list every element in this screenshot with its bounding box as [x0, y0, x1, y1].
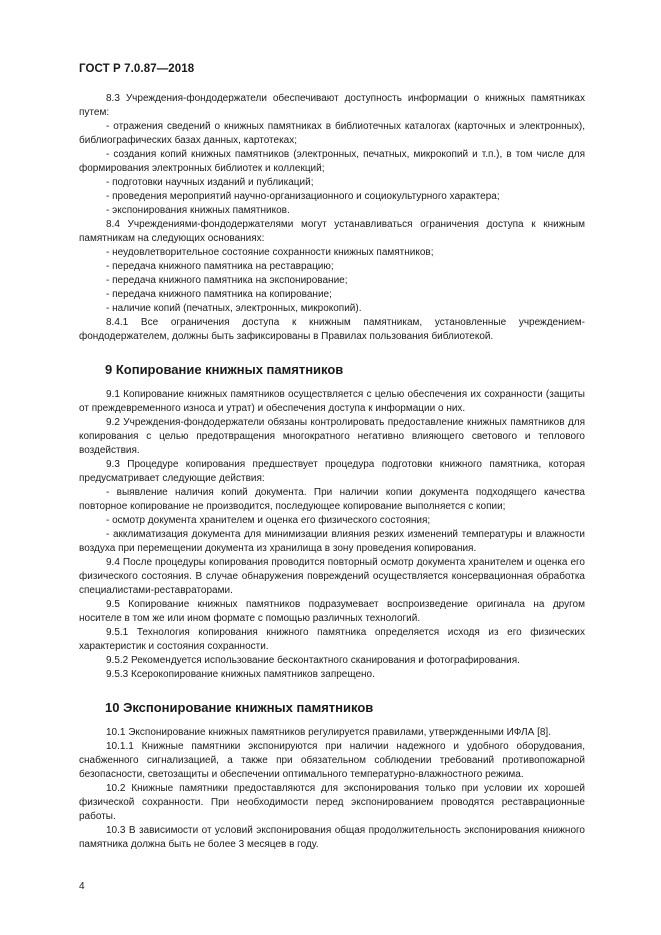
paragraph: 9.5.3 Ксерокопирование книжных памятников запрещено.: [106, 669, 375, 680]
paragraph: - неудовлетворительное состояние сохранности книжных памятников;: [106, 247, 434, 258]
paragraph: 10.1.1 Книжные памятники экспонируются при наличии надежного и удобного оборудования, снабженного сигнализацией, а также при обязательном соблюдении требований противопожарной безопасности, светозащиты и обеспечении оптимального температурно-влажностного режима.: [79, 741, 585, 780]
paragraph: - подготовки научных изданий и публикаций;: [106, 177, 314, 188]
paragraph: 10.3 В зависимости от условий экспонирования общая продолжительность экспонирования книжного памятника должна быть не более 3 месяцев в году.: [79, 825, 585, 850]
paragraph: 9.5 Копирование книжных памятников подразумевает воспроизведение оригинала на другом носителе в том же или ином формате с помощью различных технологий.: [79, 599, 585, 624]
paragraph: 8.4.1 Все ограничения доступа к книжным памятникам, установленные учреждением-фондодержателем, должны быть зафиксированы в Правилах пользования библиотекой.: [79, 317, 585, 342]
paragraph: - передача книжного памятника на экспонирование;: [106, 275, 348, 286]
document-body: [79, 92, 585, 852]
paragraph: 9.4 После процедуры копирования проводится повторный осмотр документа хранителем и оценка его физического состояния. В случае обнаружения повреждений осуществляется консервационная обработка специалистами-реставраторами.: [79, 557, 585, 596]
paragraph: - передача книжного памятника на реставрацию;: [106, 261, 334, 272]
document-header: ГОСТ Р 7.0.87—2018: [79, 63, 195, 75]
paragraph: 10.2 Книжные памятники предоставляются для экспонирования только при условии их хорошей физической сохранности. При необходимости перед экспонированием проводятся реставрационные работы.: [79, 783, 585, 822]
paragraph: - осмотр документа хранителем и оценка его физического состояния;: [106, 515, 431, 526]
paragraph: - выявление наличия копий документа. При наличии копии документа подходящего качества повторное копирование не производится, последующее копирование выполняется с копии;: [79, 487, 585, 512]
page-number: 4: [79, 881, 85, 892]
paragraph: 8.4 Учреждениями-фондодержателями могут устанавливаться ограничения доступа к книжным памятникам на следующих основаниях:: [79, 219, 585, 244]
section-heading: 9 Копирование книжных памятников: [105, 362, 344, 377]
paragraph: - передача книжного памятника на копирование;: [106, 289, 332, 300]
paragraph: - отражения сведений о книжных памятниках в библиотечных каталогах (карточных и электронных), библиографических базах данных, картотеках;: [79, 121, 585, 146]
paragraph: 9.5.1 Технология копирования книжного памятника определяется исходя из его физических характеристик и состояния сохранности.: [79, 627, 585, 652]
paragraph: 9.2 Учреждения-фондодержатели обязаны контролировать предоставление книжных памятников для копирования с целью предотвращения многократного негативно влияющего светового и теплового воздействия.: [79, 417, 585, 456]
section-heading: 10 Экспонирование книжных памятников: [105, 700, 374, 715]
paragraph: - создания копий книжных памятников (электронных, печатных, микрокопий и т.п.), в том числе для формирования электронных библиотек и коллекций;: [79, 149, 585, 174]
paragraph: - проведения мероприятий научно-организационного и социокультурного характера;: [106, 191, 500, 202]
paragraph: 8.3 Учреждения-фондодержатели обеспечивают доступность информации о книжных памятниках путем:: [79, 93, 585, 118]
paragraph: 9.3 Процедуре копирования предшествует процедура подготовки книжного памятника, которая предусматривает следующие действия:: [79, 459, 585, 484]
paragraph: - акклиматизация документа для минимизации влияния резких изменений температуры и влажности воздуха при перемещении документа из хранилища в зону проведения копирования.: [79, 529, 585, 554]
paragraph: 9.1 Копирование книжных памятников осуществляется с целью обеспечения их сохранности (защиты от преждевременного износа и утрат) и обеспечения доступа к информации о них.: [79, 389, 585, 414]
paragraph: 9.5.2 Рекомендуется использование бесконтактного сканирования и фотографирования.: [106, 655, 520, 666]
paragraph: 10.1 Экспонирование книжных памятников регулируется правилами, утвержденными ИФЛА [8].: [106, 727, 551, 738]
paragraph: - экспонирования книжных памятников.: [106, 205, 290, 216]
paragraph: - наличие копий (печатных, электронных, микрокопий).: [106, 303, 362, 314]
